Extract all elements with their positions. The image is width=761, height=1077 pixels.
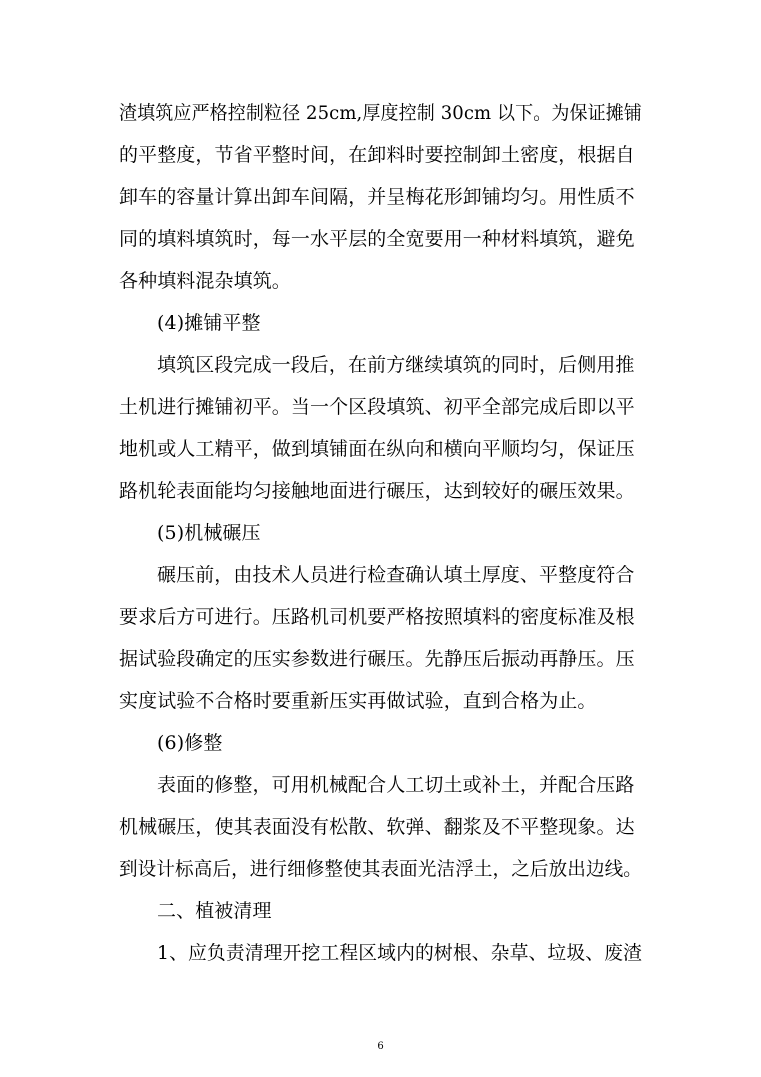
line-text: 机械碾压，使其表面没有松散、软弹、翻浆及不平整现象。达: [119, 816, 635, 838]
line-text: 土机进行摊铺初平。当一个区段填筑、初平全部完成后即以平: [119, 396, 635, 418]
text-line: [0, 599, 761, 635]
line-text: 渣填筑应严格控制粒径 25cm,厚度控制 30cm 以下。为保证摊铺: [119, 102, 643, 124]
line-text: 地机或人工精平，做到填铺面在纵向和横向平顺均匀，保证压: [119, 438, 635, 460]
section-heading-text: (6)修整: [157, 732, 223, 754]
text-line: [0, 389, 761, 425]
line-text: 据试验段确定的压实参数进行碾压。先静压后振动再静压。压: [119, 648, 635, 670]
text-line: [0, 641, 761, 677]
line-text: 到设计标高后，进行细修整使其表面光洁浮土，之后放出边线。: [119, 858, 642, 880]
text-line: [0, 431, 761, 467]
section-heading: [0, 725, 761, 761]
text-line: [0, 137, 761, 173]
line-text: 要求后方可进行。压路机司机要严格按照填料的密度标准及根: [119, 606, 635, 628]
page-number: 6: [377, 1041, 384, 1052]
text-line: [0, 557, 761, 593]
section-heading-text: (4)摊铺平整: [157, 312, 261, 334]
text-line: [0, 809, 761, 845]
line-text: 同的填料填筑时，每一水平层的全宽要用一种材料填筑，避免: [119, 228, 635, 250]
section-heading: [0, 515, 761, 551]
section-heading: [0, 305, 761, 341]
line-text: 路机轮表面能均匀接触地面进行碾压，达到较好的碾压效果。: [119, 480, 635, 502]
text-line: [0, 221, 761, 257]
text-line: [0, 347, 761, 383]
text-line: [0, 179, 761, 215]
section-heading: [0, 893, 761, 929]
line-text: 的平整度，节省平整时间，在卸料时要控制卸土密度，根据自: [119, 144, 635, 166]
text-line: [0, 683, 761, 719]
text-line: [0, 767, 761, 803]
line-text: 实度试验不合格时要重新压实再做试验，直到合格为止。: [119, 690, 597, 712]
text-line: [0, 935, 761, 971]
line-text: 碾压前，由技术人员进行检查确认填土厚度、平整度符合: [157, 564, 635, 586]
line-text: 1、应负责清理开挖工程区域内的树根、杂草、垃圾、废渣: [157, 942, 643, 964]
section-heading-text: (5)机械碾压: [157, 522, 261, 544]
line-text: 填筑区段完成一段后，在前方继续填筑的同时，后侧用推: [157, 354, 635, 376]
text-line: [0, 263, 761, 299]
text-line: [0, 95, 761, 131]
text-line: [0, 473, 761, 509]
line-text: 各种填料混杂填筑。: [119, 270, 291, 292]
section-heading-text: 二、植被清理: [157, 900, 272, 922]
text-line: [0, 851, 761, 887]
line-text: 表面的修整，可用机械配合人工切土或补土，并配合压路: [157, 774, 635, 796]
line-text: 卸车的容量计算出卸车间隔，并呈梅花形卸铺均匀。用性质不: [119, 186, 635, 208]
